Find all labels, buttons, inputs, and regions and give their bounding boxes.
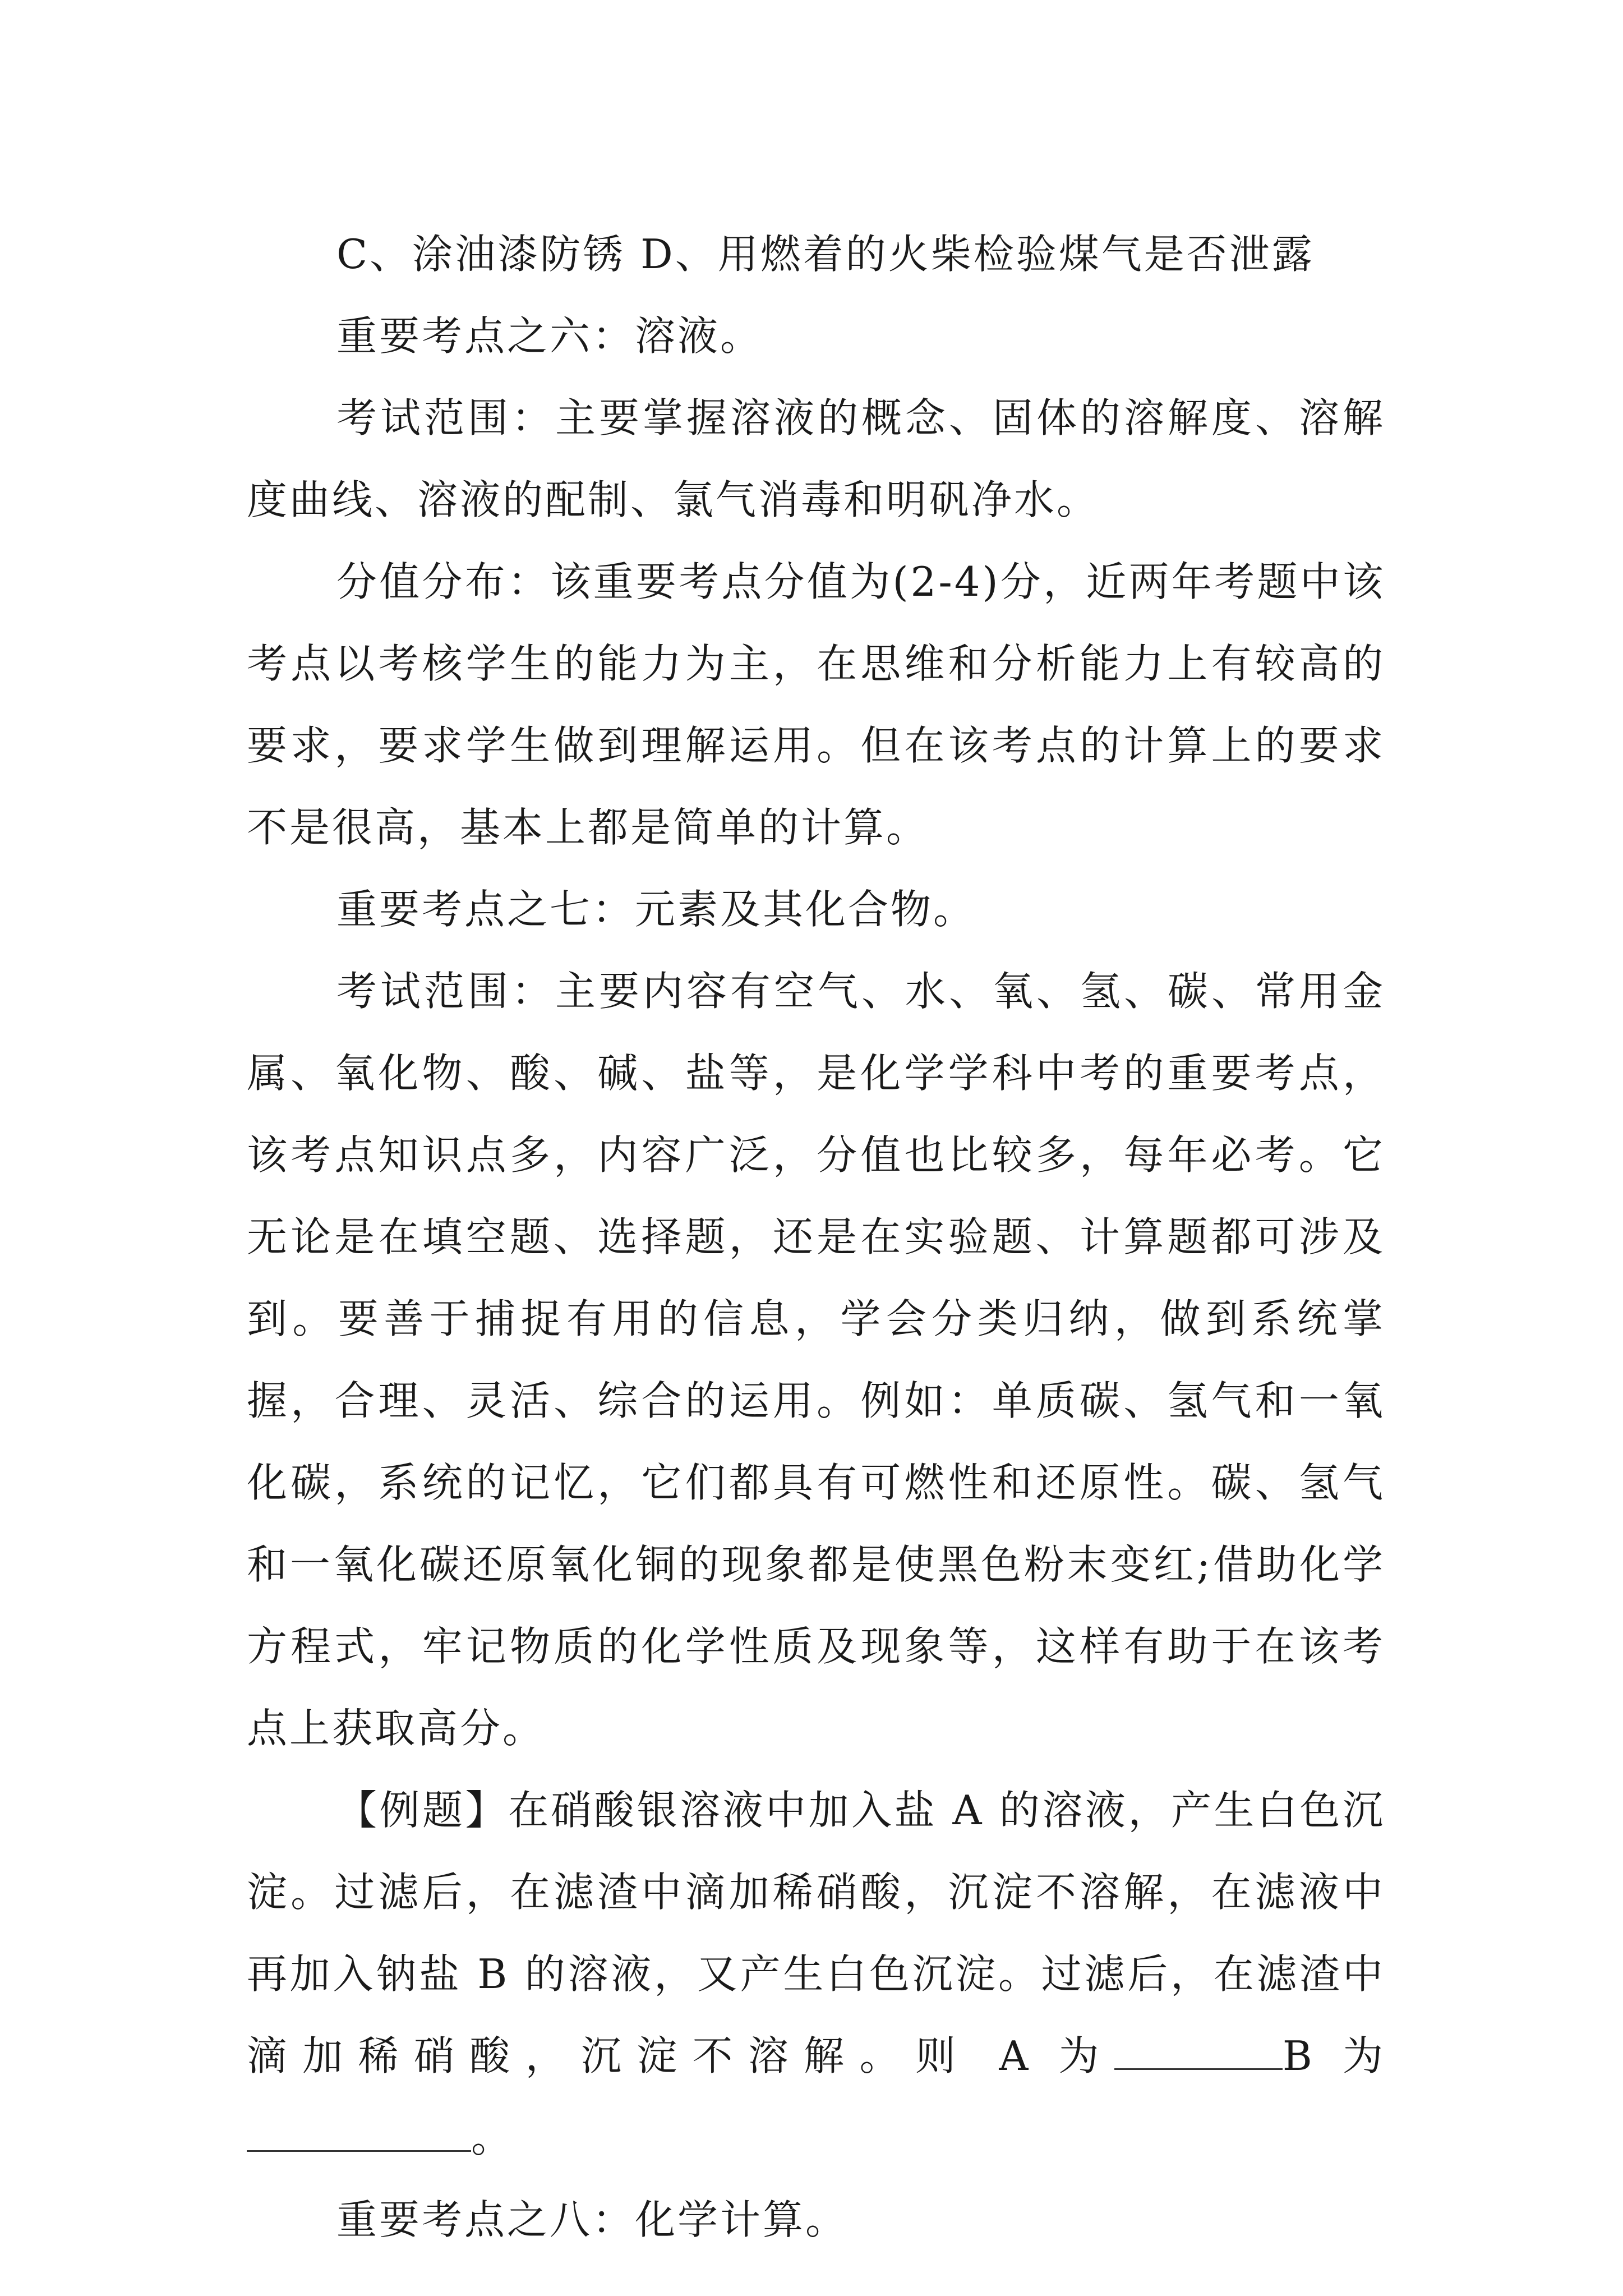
example-text-middle: B 为	[1282, 2032, 1385, 2079]
paragraph-example-question	[247, 1769, 1385, 2179]
example-text-end: 。	[471, 2114, 514, 2161]
paragraph-options-cd: C、涂油漆防锈 D、用燃着的火柴检验煤气是否泄露	[336, 231, 1315, 278]
example-text-before: 【例题】在硝酸银溶液中加入盐 A 的溶液，产生白色沉淀。过滤后，在滤渣中滴加稀硝酸，沉淀不溶解，在滤液中再加入钠盐 B 的溶液，又产生白色沉淀。过滤后，在滤渣中滴加稀硝酸，沉淀不溶解。则 A 为	[247, 1787, 1385, 2079]
answer-blank-a[interactable]	[1114, 2035, 1283, 2070]
heading-point-eight: 重要考点之八：化学计算。	[336, 2196, 849, 2243]
heading-point-six: 重要考点之六：溶液。	[336, 312, 763, 360]
paragraph-scope-solution: 考试范围：主要掌握溶液的概念、固体的溶解度、溶解度曲线、溶液的配制、氯气消毒和明矾净水。	[247, 394, 1385, 523]
paragraph-score-distribution: 分值分布：该重要考点分值为(2-4)分，近两年考题中该考点以考核学生的能力为主，在思维和分析能力上有较高的要求，要求学生做到理解运用。但在该考点的计算上的要求不是很高，基本上都是简单的计算。	[247, 558, 1385, 851]
heading-point-seven: 重要考点之七：元素及其化合物。	[336, 886, 976, 933]
document-body	[247, 213, 1385, 2261]
answer-blank-b[interactable]	[247, 2116, 471, 2152]
paragraph-scope-elements: 考试范围：主要内容有空气、水、氧、氢、碳、常用金属、氧化物、酸、碱、盐等，是化学学科中考的重要考点，该考点知识点多，内容广泛，分值也比较多，每年必考。它无论是在填空题、选择题，还是在实验题、计算题都可涉及到。要善于捕捉有用的信息，学会分类归纳，做到系统掌握，合理、灵活、综合的运用。例如：单质碳、氢气和一氧化碳，系统的记忆，它们都具有可燃性和还原性。碳、氢气和一氧化碳还原氧化铜的现象都是使黑色粉末变红;借助化学方程式，牢记物质的化学性质及现象等，这样有助于在该考点上获取高分。	[247, 968, 1385, 1752]
